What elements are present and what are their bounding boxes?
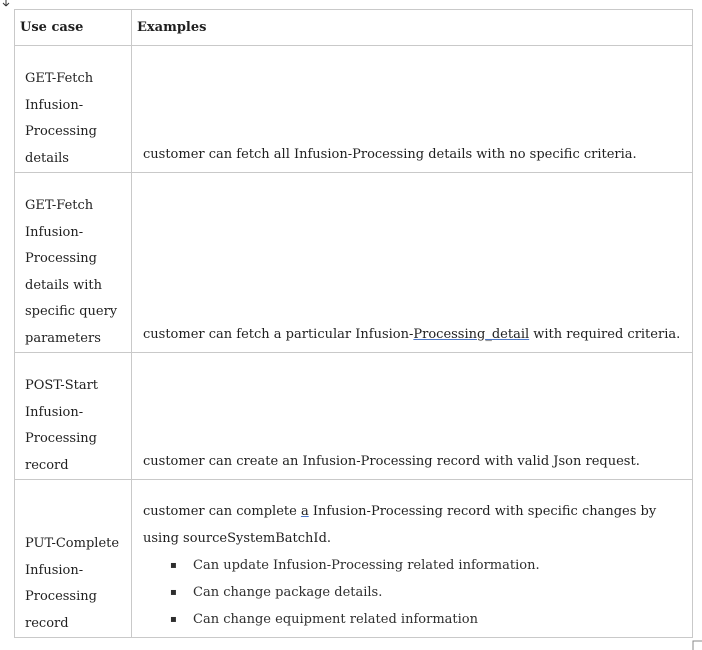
use-case-line: Infusion- xyxy=(25,562,84,578)
use-case-line: Infusion- xyxy=(25,224,84,240)
table-resize-handle-icon[interactable] xyxy=(692,640,702,650)
list-item xyxy=(170,552,692,579)
use-case-line: record xyxy=(25,457,69,473)
table-header-row xyxy=(15,10,693,46)
use-case-line: Infusion- xyxy=(25,404,84,420)
use-case-line: Processing xyxy=(25,124,97,139)
use-case-line: record xyxy=(25,615,69,631)
use-case-line: Infusion- xyxy=(25,97,84,113)
square-bullet-icon: ▪ xyxy=(170,560,177,571)
example-cell xyxy=(132,46,693,173)
use-case-line: POST-Start xyxy=(25,378,99,393)
example-cell xyxy=(132,480,693,638)
example-text: customer can create an Infusion-Processing record with valid Json request. xyxy=(143,454,640,469)
example-text: customer can fetch all Infusion-Processing details with no specific criteria. xyxy=(143,147,637,162)
use-case-table xyxy=(14,9,693,638)
example-text xyxy=(143,498,692,552)
list-item xyxy=(170,606,692,633)
use-case-line: parameters xyxy=(25,330,101,346)
use-case-line: PUT-Complete xyxy=(25,536,120,551)
use-case-line: Processing xyxy=(25,251,97,266)
corner-mark-icon xyxy=(0,0,12,8)
example-cell xyxy=(132,353,693,480)
use-case-line: details with xyxy=(25,277,102,293)
example-text-end: with required criteria. xyxy=(529,327,681,342)
square-bullet-icon: ▪ xyxy=(170,614,177,625)
spellcheck-underlined-word: a xyxy=(300,504,309,519)
table-row xyxy=(15,480,693,638)
bullet-text: Can change package details. xyxy=(193,585,383,600)
spellcheck-underlined-word: Processing_detail xyxy=(413,327,530,342)
use-case-header: Use case xyxy=(15,10,132,46)
square-bullet-icon: ▪ xyxy=(170,587,177,598)
table-row xyxy=(15,46,693,173)
table-row xyxy=(15,173,693,353)
use-case-cell xyxy=(15,480,132,638)
example-text xyxy=(143,321,692,348)
example-text-start: customer can fetch a particular Infusion- xyxy=(143,327,414,342)
use-case-cell xyxy=(15,173,132,353)
use-case-line: Processing xyxy=(25,431,97,446)
use-case-cell xyxy=(15,353,132,480)
examples-header: Examples xyxy=(132,10,693,46)
use-case-line: specific query xyxy=(25,304,118,319)
example-text-start: customer can complete xyxy=(143,504,301,519)
use-case-line: details xyxy=(25,150,69,166)
use-case-line: GET-Fetch xyxy=(25,198,94,213)
example-text-end: Infusion-Processing record with specific changes by using sourceSystemBatchId. xyxy=(143,504,657,546)
use-case-line: GET-Fetch xyxy=(25,71,94,86)
use-case-line: Processing xyxy=(25,589,97,604)
list-item xyxy=(170,579,692,606)
example-bullet-list xyxy=(143,552,692,633)
bullet-text: Can change equipment related information xyxy=(193,612,478,627)
use-case-cell xyxy=(15,46,132,173)
table-row xyxy=(15,353,693,480)
bullet-text: Can update Infusion-Processing related information. xyxy=(193,558,540,573)
example-cell xyxy=(132,173,693,353)
